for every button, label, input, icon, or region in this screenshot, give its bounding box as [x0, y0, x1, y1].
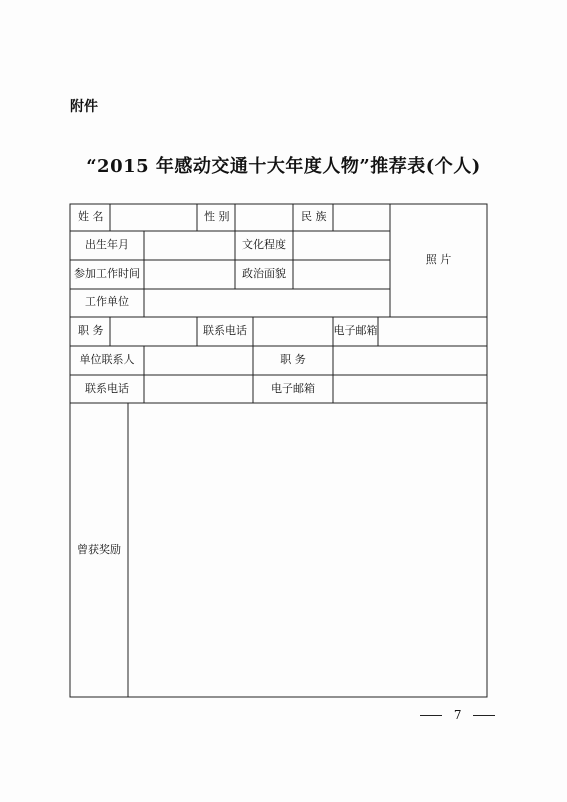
label-education: 文化程度	[242, 238, 286, 251]
label-position: 职 务	[78, 324, 104, 337]
label-name: 姓 名	[78, 210, 104, 223]
label-awards: 曾获奖励	[77, 543, 121, 556]
label-phone: 联系电话	[203, 324, 247, 337]
attachment-label: 附件	[70, 99, 98, 115]
page-dash-right	[473, 715, 495, 716]
label-contact-email: 电子邮箱	[271, 382, 315, 395]
page-title: “2015 年感动交通十大年度人物”推荐表(个人)	[86, 156, 481, 177]
label-email: 电子邮箱	[333, 324, 378, 337]
page-number	[420, 708, 495, 722]
label-contact-position: 职 务	[280, 353, 306, 366]
label-work-unit: 工作单位	[85, 295, 129, 308]
page-number-value: 7	[453, 708, 462, 722]
label-ethnicity: 民 族	[301, 210, 327, 223]
page-dash-left	[420, 715, 442, 716]
label-birth-date: 出生年月	[85, 238, 129, 251]
label-work-start: 参加工作时间	[74, 267, 140, 280]
label-contact-phone: 联系电话	[85, 382, 129, 395]
label-photo: 照 片	[425, 253, 452, 266]
label-gender: 性 别	[204, 210, 230, 223]
label-unit-contact: 单位联系人	[79, 353, 135, 366]
label-political-status: 政治面貌	[242, 267, 286, 280]
